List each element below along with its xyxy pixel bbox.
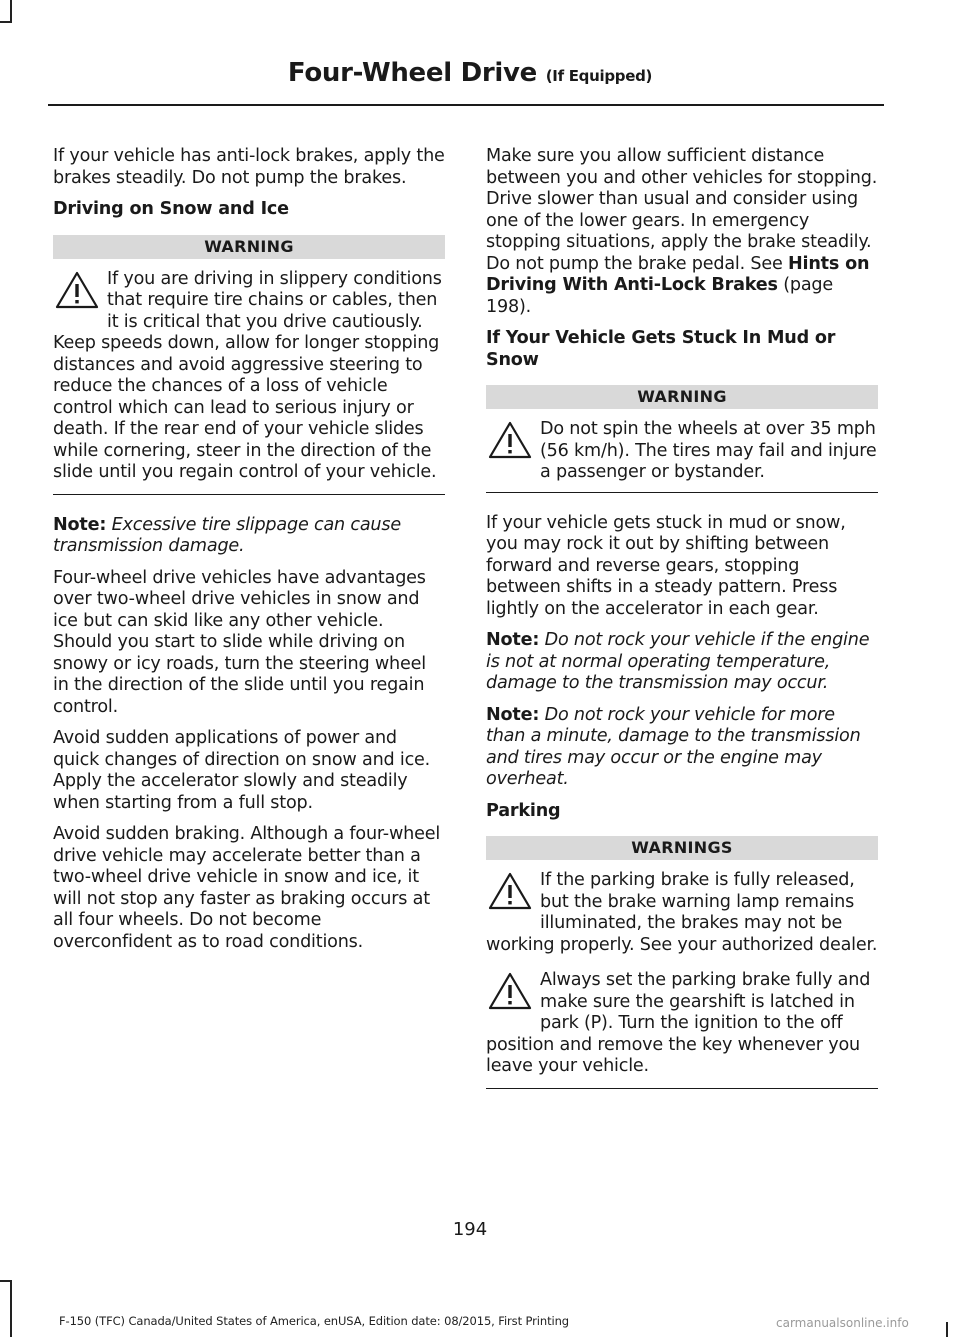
- page-title-subtitle: (If Equipped): [545, 67, 653, 85]
- warning-end-rule: [53, 494, 445, 495]
- page-reference: (page 198).: [486, 275, 833, 317]
- paragraph: [486, 146, 878, 318]
- page-title-main: Four-Wheel Drive: [287, 58, 537, 88]
- warning-label: WARNINGS: [486, 836, 878, 860]
- crop-mark: [0, 21, 12, 23]
- left-column: [53, 146, 445, 963]
- note-text: Do not rock your vehicle for more than a minute, damage to the transmission and tires may occur or the engine may overheat.: [486, 704, 861, 789]
- warning-text: [53, 269, 445, 484]
- warning-end-rule: [486, 1088, 878, 1089]
- warning-triangle-icon: [53, 269, 101, 313]
- paragraph: If your vehicle has anti-lock brakes, apply the brakes steadily. Do not pump the brakes.: [53, 146, 445, 188]
- crop-mark: [10, 1280, 12, 1337]
- paragraph: If your vehicle gets stuck in mud or snow, you may rock it out by shifting between forward and reverse gears, stopping between shifts in a steady pattern. Press lightly on the accelerator in each gear.: [486, 512, 846, 619]
- note-label: Note:: [486, 704, 540, 725]
- paragraph: Avoid sudden applications of power and quick changes of direction on snow and ice. Apply the accelerator slowly and steadily when starting from a full stop.: [53, 728, 431, 813]
- warning-text: [486, 870, 878, 956]
- page-number: 194: [452, 1219, 488, 1240]
- header-rule: [48, 104, 884, 106]
- warning-triangle-icon: [486, 419, 534, 463]
- section-heading: Parking: [486, 800, 561, 821]
- paragraph: Avoid sudden braking. Although a four-wheel drive vehicle may accelerate better than a two-wheel drive vehicle in snow and ice, it will not stop any faster as braking occurs at all four wheels. Do not become overconfident as to road conditions.: [53, 824, 441, 952]
- warning-body: Do not spin the wheels at over 35 mph (56 km/h). The tires may fail and injure a passenger or bystander.: [540, 419, 877, 482]
- note: [486, 630, 878, 695]
- warning-body: Always set the parking brake fully and make sure the gearshift is latched in park (P). Turn the ignition to the off position and remove the key whenever you leave your vehicle.: [486, 970, 871, 1076]
- warning-body: If you are driving in slippery conditions that require tire chains or cables, then it is critical that you drive cautiously. Keep speeds down, allow for longer stopping distances and avoid aggressive steering to reduce the chances of a loss of vehicle control which can lead to serious injury or death. If the rear end of your vehicle slides while cornering, steer in the direction of the slide until you regain control of your vehicle.: [53, 268, 442, 482]
- note-text: Excessive tire slippage can cause transmission damage.: [53, 514, 401, 556]
- warning-text: [486, 970, 878, 1078]
- edition-footer: F-150 (TFC) Canada/United States of America, enUSA, Edition date: 08/2015, First Printing: [59, 1314, 569, 1328]
- paragraph: Four-wheel drive vehicles have advantages over two-wheel drive vehicles in snow and ice but can skid like any other vehicle. Should you start to slide while driving on snowy or icy roads, turn the steering wheel in the direction of the slide until you regain control.: [53, 567, 426, 717]
- page-title: [0, 58, 940, 88]
- watermark: carmanualsonline.info: [776, 1316, 909, 1330]
- note: [53, 515, 445, 558]
- warning-triangle-icon: [486, 970, 534, 1014]
- warning-triangle-icon: [486, 870, 534, 914]
- section-heading: If Your Vehicle Gets Stuck In Mud or Snow: [486, 328, 836, 370]
- warning-end-rule: [486, 492, 878, 493]
- paragraph-text: Make sure you allow sufficient distance between you and other vehicles for stopping. Drive slower than usual and consider using one of the lower gears. In emergency stopping situations, apply the brake steadily. Do not pump the brake pedal. See: [486, 146, 878, 274]
- warning-body: If the parking brake is fully released, but the brake warning lamp remains illuminated, the brakes may not be working properly. See your authorized dealer.: [486, 870, 878, 955]
- note: [486, 705, 878, 791]
- warning-text: [486, 419, 878, 484]
- note-text: Do not rock your vehicle if the engine is not at normal operating temperature, damage to the transmission may occur.: [486, 630, 870, 693]
- right-column: [486, 146, 878, 1109]
- warning-label: WARNING: [486, 385, 878, 409]
- crop-mark: [0, 1280, 12, 1282]
- cross-reference-link[interactable]: Hints on Driving With Anti-Lock Brakes: [486, 253, 870, 295]
- note-label: Note:: [486, 630, 540, 650]
- crop-mark: [946, 1322, 948, 1337]
- note-label: Note:: [53, 514, 107, 535]
- crop-mark: [10, 0, 12, 22]
- warning-label: WARNING: [53, 235, 445, 259]
- section-heading: Driving on Snow and Ice: [53, 199, 289, 219]
